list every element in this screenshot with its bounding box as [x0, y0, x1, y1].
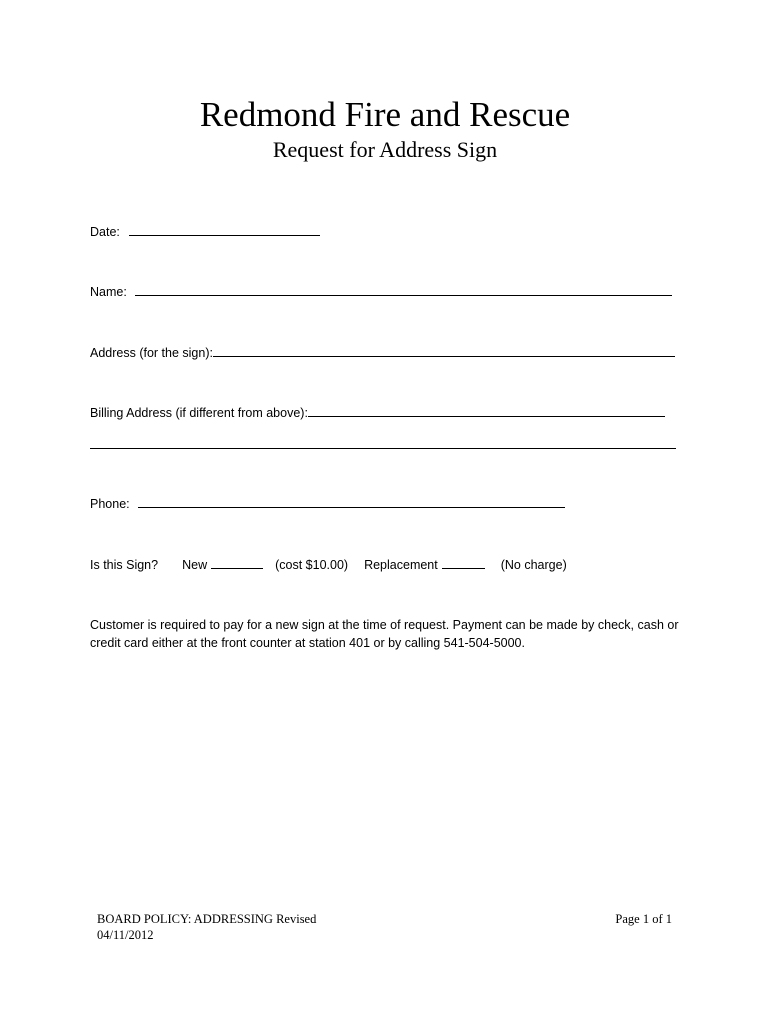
address-field[interactable] — [213, 344, 675, 357]
new-sign-field[interactable] — [211, 556, 263, 569]
sign-type-row — [90, 556, 567, 574]
replacement-cost-label: (No charge) — [500, 558, 567, 572]
phone-row — [90, 495, 565, 513]
new-cost-label: (cost $10.00) — [275, 558, 349, 572]
phone-field[interactable] — [138, 495, 565, 508]
name-label: Name: — [90, 285, 127, 299]
new-label: New — [182, 558, 208, 572]
phone-label: Phone: — [90, 497, 130, 511]
payment-notice: Customer is required to pay for a new sign at the time of request. Payment can be made by check, cash or credit card either at the front counter at station 401 or by calling 541-504-5000. — [90, 618, 679, 650]
footer-revised-date: 04/11/2012 — [97, 928, 154, 942]
footer-policy-text: BOARD POLICY: ADDRESSING Revised — [97, 912, 317, 926]
footer-policy — [97, 911, 316, 943]
sign-question-label: Is this Sign? — [90, 558, 159, 572]
billing-label: Billing Address (if different from above): — [90, 406, 308, 420]
date-field[interactable] — [129, 223, 320, 236]
date-row — [90, 223, 320, 241]
billing-field[interactable] — [308, 404, 665, 417]
date-label: Date: — [90, 225, 120, 239]
replacement-sign-field[interactable] — [442, 556, 485, 569]
page-title: Redmond Fire and Rescue — [199, 95, 571, 134]
address-label: Address (for the sign): — [90, 346, 213, 360]
billing-field-line-2[interactable] — [90, 436, 676, 449]
replacement-label: Replacement — [364, 558, 438, 572]
address-row — [90, 344, 675, 362]
page-subtitle: Request for Address Sign — [272, 137, 498, 162]
billing-row — [90, 404, 665, 422]
page-number: Page 1 of 1 — [615, 912, 672, 926]
billing-row-2 — [90, 436, 676, 449]
name-field[interactable] — [135, 283, 672, 296]
name-row — [90, 283, 672, 301]
